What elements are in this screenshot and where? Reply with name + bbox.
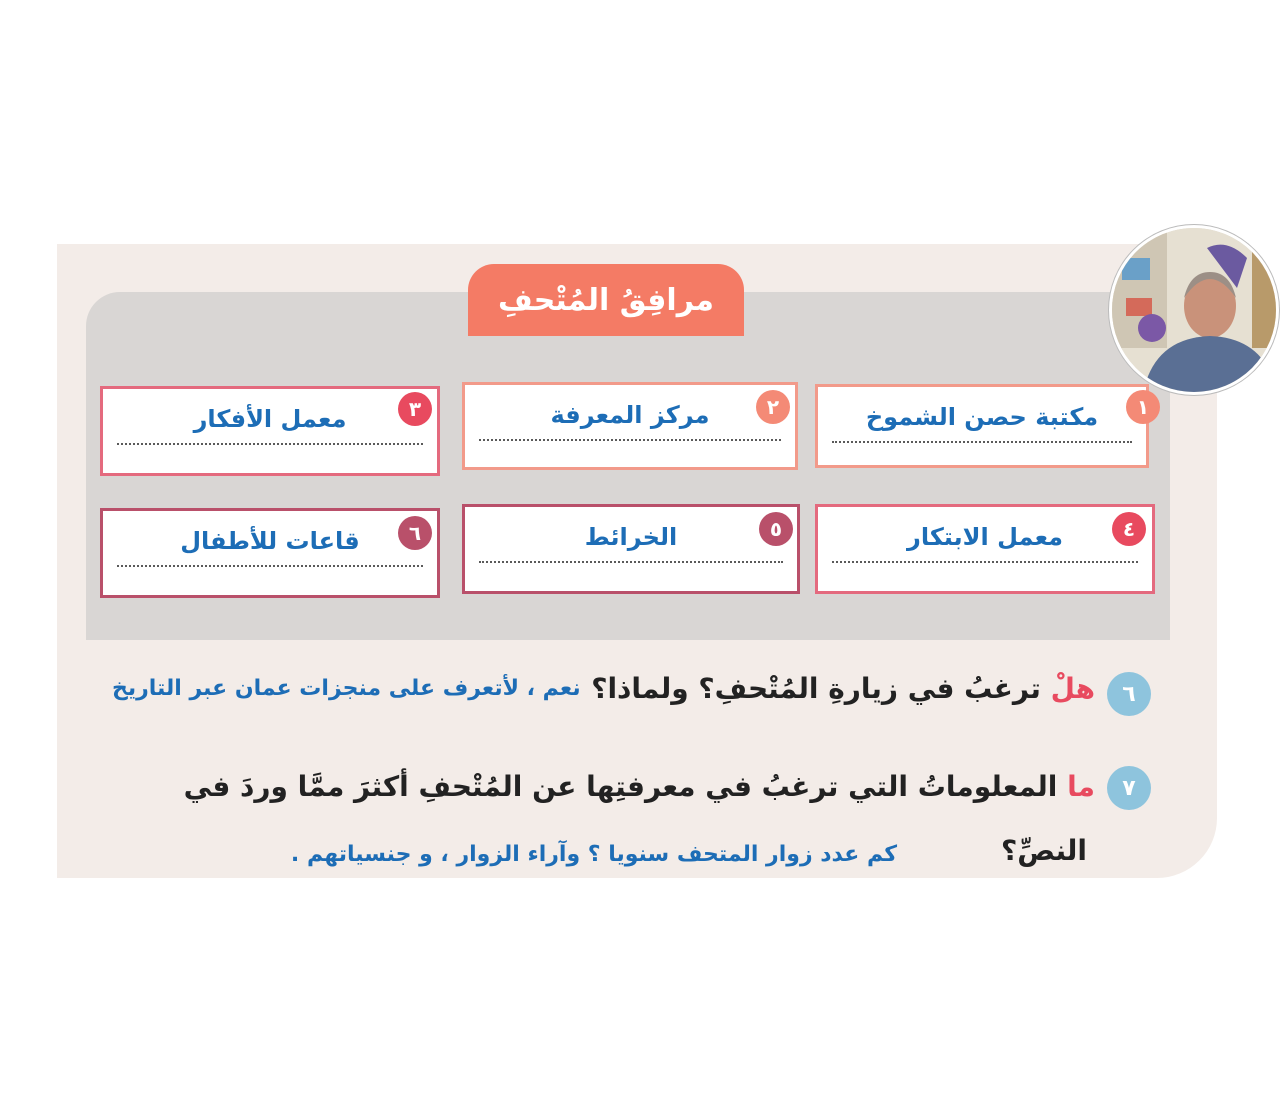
facility-box-6 <box>100 508 440 598</box>
facility-label: الخرائط <box>584 523 678 551</box>
question-number-6: ٦ <box>1107 672 1151 716</box>
facility-box-1 <box>815 384 1149 468</box>
presenter-webcam <box>1109 225 1279 395</box>
facility-box-4 <box>815 504 1155 594</box>
facility-number-2: ٢ <box>756 390 790 424</box>
dotted-line <box>117 565 423 567</box>
facility-label: مركز المعرفة <box>550 401 710 429</box>
question-key-word: هلْ <box>1050 672 1095 705</box>
question-text: النصِّ؟ <box>1001 834 1087 867</box>
question-key-word: ما <box>1067 770 1095 803</box>
facility-label: معمل الابتكار <box>907 523 1063 551</box>
facility-number-1: ١ <box>1126 390 1160 424</box>
facility-box-2 <box>462 382 798 470</box>
answer-7 <box>291 842 897 867</box>
facility-box-3 <box>100 386 440 476</box>
question-7-line-2 <box>1001 834 1087 867</box>
dotted-line <box>479 439 781 441</box>
question-number-7: ٧ <box>1107 766 1151 810</box>
answer-text: كم عدد زوار المتحف سنويا ؟ وآراء الزوار ، و جنسياتهم . <box>290 842 897 867</box>
question-6 <box>591 672 1095 705</box>
facility-number-5: ٥ <box>759 512 793 546</box>
question-text: ترغبُ في زيارةِ المُتْحفِ؟ ولماذا؟ <box>591 672 1051 705</box>
facility-label: مكتبة حصن الشموخ <box>865 403 1099 431</box>
dotted-line <box>832 441 1132 443</box>
presenter-video-icon <box>1112 228 1279 395</box>
answer-text: نعم ، لأتعرف على منجزات عمان عبر التاريخ <box>112 676 581 701</box>
dotted-line <box>479 561 783 563</box>
question-7-line-1 <box>184 770 1095 803</box>
answer-6 <box>112 676 581 701</box>
facility-number-4: ٤ <box>1112 512 1146 546</box>
facility-number-3: ٣ <box>398 392 432 426</box>
facility-label: قاعات للأطفال <box>180 527 360 555</box>
dotted-line <box>832 561 1138 563</box>
question-text: المعلوماتُ التي ترغبُ في معرفتِها عن المُتْحفِ أكثرَ ممَّا وردَ في <box>183 770 1068 803</box>
facility-box-5 <box>462 504 800 594</box>
facility-label: معمل الأفكار <box>193 405 347 433</box>
textbook-page <box>57 244 1217 878</box>
facility-number-6: ٦ <box>398 516 432 550</box>
section-title: مرافِقُ المُتْحفِ <box>468 264 744 336</box>
dotted-line <box>117 443 423 445</box>
